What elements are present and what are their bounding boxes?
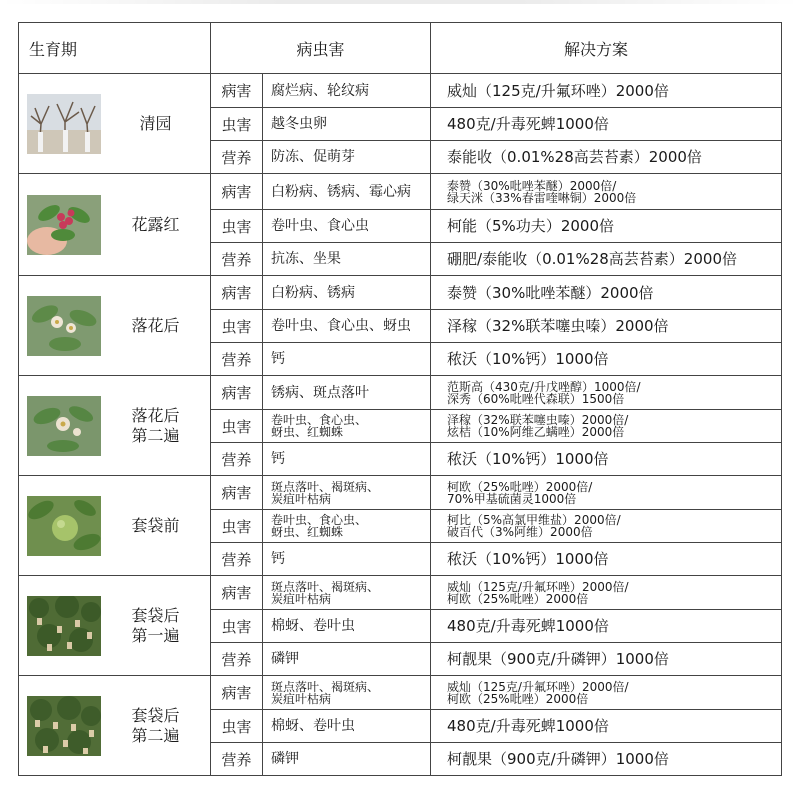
category-cell: 虫害: [211, 710, 263, 743]
solution-cell: 柯靓果（900克/升磷钾）1000倍: [431, 643, 782, 676]
stage-name-line: 第一遍: [131, 625, 180, 645]
stage-cell: [19, 276, 211, 376]
pest-item-cell: 钙: [263, 543, 431, 576]
petal-fall-photo: [27, 296, 101, 356]
solution-line: 绿天洣（33%春雷喹啉铜）2000倍: [447, 190, 637, 205]
category-cell: 营养: [211, 743, 263, 776]
solution-cell: 泽稼（32%联苯噻虫嗪）2000倍: [431, 310, 782, 343]
solution-cell: [431, 576, 782, 610]
solution-cell: 480克/升毒死蜱1000倍: [431, 710, 782, 743]
solution-cell: 硼肥/泰能收（0.01%28高芸苔素）2000倍: [431, 243, 782, 276]
stage-name: [101, 606, 210, 646]
category-cell: 病害: [211, 74, 263, 108]
pest-item-line: 炭疽叶枯病: [271, 691, 332, 706]
category-cell: 营养: [211, 243, 263, 276]
category-cell: 虫害: [211, 510, 263, 543]
pest-item-line: 斑点落叶、褐斑病、: [271, 679, 380, 694]
solution-cell: 480克/升毒死蜱1000倍: [431, 610, 782, 643]
pest-item-line: 卷叶虫、食心虫、: [271, 513, 368, 527]
stage-name: [101, 316, 210, 336]
pest-item-cell: 防冻、促萌芽: [263, 141, 431, 174]
stage-cell: [19, 376, 211, 476]
category-cell: 病害: [211, 676, 263, 710]
solution-cell: 柯靓果（900克/升磷钾）1000倍: [431, 743, 782, 776]
pest-item-cell: 抗冻、坐果: [263, 243, 431, 276]
pest-item-cell: [263, 410, 431, 443]
pest-item-cell: 磷钾: [263, 643, 431, 676]
category-cell: 营养: [211, 141, 263, 174]
pest-item-cell: 白粉病、锈病、霉心病: [263, 174, 431, 210]
pest-item-cell: 磷钾: [263, 743, 431, 776]
pest-item-cell: 钙: [263, 343, 431, 376]
stage-cell: [19, 74, 211, 174]
solution-line: 威灿（125克/升氟环唑）2000倍/: [447, 679, 629, 694]
top-divider: [0, 0, 800, 4]
category-cell: 营养: [211, 443, 263, 476]
stage-name: [101, 516, 210, 536]
header-pest: 病虫害: [211, 23, 431, 74]
solution-cell: 秾沃（10%钙）1000倍: [431, 543, 782, 576]
header-stage: 生育期: [19, 23, 211, 74]
stage-name-line: 第二遍: [131, 425, 180, 445]
stage-cell: [19, 174, 211, 276]
solution-line: 泽稼（32%联苯噻虫嗪）2000倍/: [447, 413, 629, 427]
solution-cell: [431, 476, 782, 510]
solution-cell: [431, 376, 782, 410]
pest-item-line: 蚜虫、红蜘蛛: [271, 525, 344, 539]
category-cell: 虫害: [211, 610, 263, 643]
pest-item-cell: 白粉病、锈病: [263, 276, 431, 310]
category-cell: 病害: [211, 576, 263, 610]
stage-name-line: 第二遍: [131, 725, 180, 745]
solution-cell: 泰能收（0.01%28高芸苔素）2000倍: [431, 141, 782, 174]
pest-item-line: 炭疽叶枯病: [271, 491, 332, 506]
solution-line: 威灿（125克/升氟环唑）2000倍/: [447, 579, 629, 594]
stage-name: [101, 215, 210, 235]
solution-line: 深秀（60%吡唑代森联）1500倍: [447, 391, 625, 406]
young-fruit-photo: [27, 496, 101, 556]
category-cell: 病害: [211, 476, 263, 510]
table-row: [19, 476, 782, 510]
category-cell: 虫害: [211, 310, 263, 343]
pest-control-table: [18, 22, 782, 776]
stage-name: [101, 114, 210, 134]
pest-item-cell: 钙: [263, 443, 431, 476]
stage-name-line: 落花后: [131, 405, 180, 425]
solution-line: 破百代（3%阿维）2000倍: [447, 525, 593, 539]
solution-cell: 秾沃（10%钙）1000倍: [431, 443, 782, 476]
table-body: [19, 74, 782, 776]
stage-name-line: 花露红: [131, 214, 180, 234]
pest-item-cell: [263, 510, 431, 543]
stage-name-line: 套袋后: [131, 605, 180, 625]
pest-item-cell: 越冬虫卵: [263, 108, 431, 141]
category-cell: 营养: [211, 643, 263, 676]
stage-cell: [19, 676, 211, 776]
pest-item-cell: [263, 476, 431, 510]
pest-item-cell: [263, 576, 431, 610]
stage-name: [101, 406, 210, 446]
pest-item-cell: 棉蚜、卷叶虫: [263, 710, 431, 743]
category-cell: 营养: [211, 343, 263, 376]
pest-item-cell: 卷叶虫、食心虫: [263, 210, 431, 243]
pest-item-cell: 棉蚜、卷叶虫: [263, 610, 431, 643]
petal-fall-2-photo: [27, 396, 101, 456]
category-cell: 虫害: [211, 410, 263, 443]
table-row: [19, 576, 782, 610]
category-cell: 虫害: [211, 210, 263, 243]
solution-line: 70%甲基硫菌灵1000倍: [447, 491, 577, 506]
solution-cell: 480克/升毒死蜱1000倍: [431, 108, 782, 141]
solution-line: 炫桔（10%阿维乙螨唑）2000倍: [447, 425, 625, 439]
solution-cell: 柯能（5%功夫）2000倍: [431, 210, 782, 243]
pest-item-cell: 锈病、斑点落叶: [263, 376, 431, 410]
pest-item-cell: 腐烂病、轮纹病: [263, 74, 431, 108]
stage-name-line: 落花后: [131, 315, 180, 335]
solution-cell: [431, 410, 782, 443]
pest-item-line: 蚜虫、红蜘蛛: [271, 425, 344, 439]
solution-cell: [431, 510, 782, 543]
solution-line: 柯比（5%高氯甲维盐）2000倍/: [447, 513, 621, 527]
pest-item-line: 炭疽叶枯病: [271, 591, 332, 606]
category-cell: 病害: [211, 174, 263, 210]
pest-item-cell: 卷叶虫、食心虫、蚜虫: [263, 310, 431, 343]
stage-name-line: 套袋前: [131, 515, 180, 535]
bagged-tree-photo: [27, 596, 101, 656]
solution-line: 范斯高（430克/升戊唑醇）1000倍/: [447, 379, 641, 394]
pest-item-cell: [263, 676, 431, 710]
solution-cell: 泰赞（30%吡唑苯醚）2000倍: [431, 276, 782, 310]
solution-line: 柯欧（25%吡唑）2000倍: [447, 591, 589, 606]
stage-cell: [19, 576, 211, 676]
solution-cell: [431, 676, 782, 710]
header-solution: 解决方案: [431, 23, 782, 74]
table-row: [19, 276, 782, 310]
category-cell: 病害: [211, 376, 263, 410]
table-row: [19, 174, 782, 210]
table-row: [19, 676, 782, 710]
stage-name: [101, 706, 210, 746]
category-cell: 虫害: [211, 108, 263, 141]
stage-name-line: 套袋后: [131, 705, 180, 725]
solution-line: 柯欧（25%吡唑）2000倍/: [447, 479, 593, 494]
solution-cell: 秾沃（10%钙）1000倍: [431, 343, 782, 376]
stage-cell: [19, 476, 211, 576]
pest-item-line: 卷叶虫、食心虫、: [271, 413, 368, 427]
stage-name-line: 清园: [139, 113, 172, 133]
pest-item-line: 斑点落叶、褐斑病、: [271, 579, 380, 594]
solution-cell: [431, 174, 782, 210]
table-header-row: [19, 23, 782, 74]
bagged-tree-2-photo: [27, 696, 101, 756]
category-cell: 营养: [211, 543, 263, 576]
category-cell: 病害: [211, 276, 263, 310]
orchard-winter-photo: [27, 94, 101, 154]
pest-item-line: 斑点落叶、褐斑病、: [271, 479, 380, 494]
table-row: [19, 376, 782, 410]
solution-line: 泰赞（30%吡唑苯醚）2000倍/: [447, 178, 617, 193]
solution-line: 柯欧（25%吡唑）2000倍: [447, 691, 589, 706]
solution-cell: 威灿（125克/升氟环唑）2000倍: [431, 74, 782, 108]
table-row: [19, 74, 782, 108]
pink-bud-photo: [27, 195, 101, 255]
